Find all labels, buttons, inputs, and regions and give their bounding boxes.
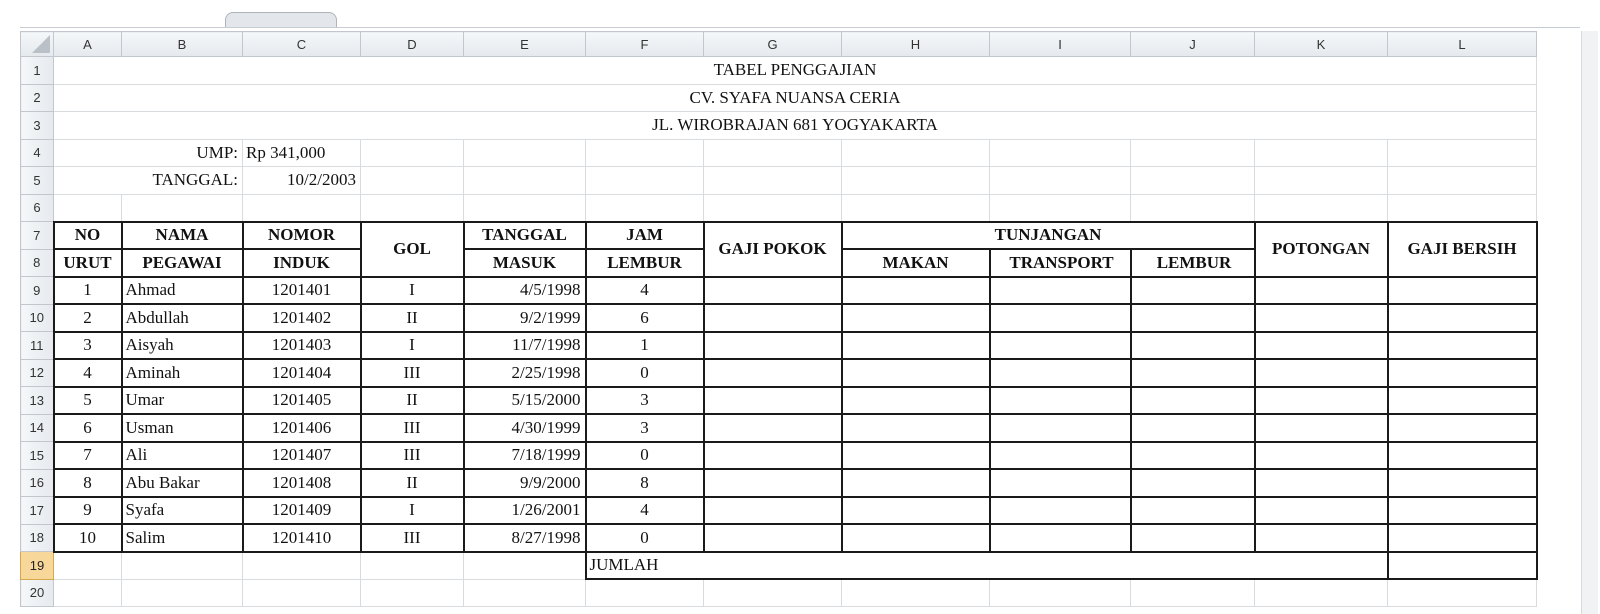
nama-cell[interactable]: Aminah (122, 359, 243, 387)
row-header[interactable]: 3 (21, 112, 54, 140)
makan-cell[interactable] (842, 332, 990, 360)
masuk-cell[interactable]: 4/5/1998 (464, 277, 586, 305)
cell[interactable] (842, 139, 990, 167)
no-cell[interactable]: 4 (54, 359, 122, 387)
row-header[interactable]: 12 (21, 359, 54, 387)
no-cell[interactable]: 9 (54, 497, 122, 525)
header-text: NAMA (155, 225, 209, 245)
jam-cell[interactable]: 4 (586, 497, 704, 525)
header-text: NO (74, 225, 101, 245)
makan-cell[interactable] (842, 359, 990, 387)
nama-cell[interactable]: Abdullah (122, 304, 243, 332)
induk-cell[interactable]: 1201410 (243, 524, 361, 552)
tanggal-value-cell[interactable]: 10/2/2003 (243, 167, 361, 195)
lembur-cell[interactable] (1131, 277, 1255, 305)
gaji-pokok-cell[interactable] (704, 497, 842, 525)
header-gaji-bersih[interactable]: GAJI BERSIH (1388, 222, 1537, 277)
table-row (21, 359, 1537, 387)
cell[interactable] (122, 194, 243, 222)
cell[interactable] (704, 167, 842, 195)
cell[interactable] (586, 167, 704, 195)
no-cell[interactable]: 6 (54, 414, 122, 442)
table-row (21, 304, 1537, 332)
sheet-row (21, 139, 1537, 167)
address-cell[interactable]: JL. WIROBRAJAN 681 YOGYAKARTA (54, 112, 1537, 140)
sheet-row (21, 57, 1537, 85)
makan-cell[interactable] (842, 524, 990, 552)
table-row (21, 442, 1537, 470)
header-nama-pegawai[interactable] (122, 222, 243, 250)
row-header-selected[interactable]: 19 (21, 552, 54, 580)
gol-cell[interactable]: I (361, 497, 464, 525)
induk-cell[interactable]: 1201402 (243, 304, 361, 332)
lembur-cell[interactable] (1131, 304, 1255, 332)
no-cell[interactable]: 1 (54, 277, 122, 305)
cell[interactable] (990, 579, 1131, 607)
cell[interactable] (361, 552, 464, 580)
header-tanggal-masuk-2[interactable]: MASUK (464, 249, 586, 277)
jam-cell[interactable]: 6 (586, 304, 704, 332)
cell[interactable] (122, 579, 243, 607)
masuk-cell[interactable]: 7/18/1999 (464, 442, 586, 470)
gaji-bersih-cell[interactable] (1388, 304, 1537, 332)
ump-label-cell[interactable]: UMP: (54, 139, 243, 167)
company-cell[interactable]: CV. SYAFA NUANSA CERIA (54, 84, 1537, 112)
cell[interactable] (1255, 579, 1388, 607)
header-gol[interactable]: GOL (361, 222, 464, 277)
column-header-d[interactable]: D (361, 32, 464, 57)
cell[interactable] (586, 579, 704, 607)
makan-cell[interactable] (842, 277, 990, 305)
cell[interactable] (243, 579, 361, 607)
header-nomor-induk[interactable] (243, 222, 361, 250)
table-row (21, 524, 1537, 552)
cell[interactable] (464, 579, 586, 607)
row-header[interactable]: 14 (21, 414, 54, 442)
no-cell[interactable]: 7 (54, 442, 122, 470)
gol-cell[interactable]: II (361, 387, 464, 415)
cell[interactable] (704, 194, 842, 222)
select-all-corner[interactable] (21, 32, 54, 57)
cell[interactable] (1255, 167, 1388, 195)
column-header-b[interactable]: B (122, 32, 243, 57)
potongan-cell[interactable] (1255, 304, 1388, 332)
gaji-pokok-cell[interactable] (704, 304, 842, 332)
select-all-icon (32, 35, 50, 53)
masuk-cell[interactable]: 9/2/1999 (464, 304, 586, 332)
lembur-cell[interactable] (1131, 414, 1255, 442)
sheet-scroll-handle[interactable] (225, 12, 337, 28)
row-header[interactable]: 5 (21, 167, 54, 195)
nama-cell[interactable]: Ali (122, 442, 243, 470)
induk-cell[interactable]: 1201406 (243, 414, 361, 442)
potongan-cell[interactable] (1255, 387, 1388, 415)
header-tunjangan[interactable]: TUNJANGAN (842, 222, 1255, 250)
gaji-bersih-cell[interactable] (1388, 387, 1537, 415)
gaji-bersih-cell[interactable] (1388, 359, 1537, 387)
sheet-row (21, 552, 1537, 580)
no-cell[interactable]: 8 (54, 469, 122, 497)
lembur-cell[interactable] (1131, 387, 1255, 415)
column-header-i[interactable]: I (990, 32, 1131, 57)
column-header-g[interactable]: G (704, 32, 842, 57)
jam-cell[interactable]: 3 (586, 414, 704, 442)
header-gaji-pokok[interactable]: GAJI POKOK (704, 222, 842, 277)
table-row (21, 469, 1537, 497)
jam-cell[interactable]: 4 (586, 277, 704, 305)
makan-cell[interactable] (842, 304, 990, 332)
sheet-row (21, 222, 1537, 250)
nama-cell[interactable]: Usman (122, 414, 243, 442)
cell[interactable] (361, 194, 464, 222)
table-row (21, 332, 1537, 360)
cell[interactable] (54, 194, 122, 222)
column-header-c[interactable]: C (243, 32, 361, 57)
makan-cell[interactable] (842, 442, 990, 470)
induk-cell[interactable]: 1201408 (243, 469, 361, 497)
row-header[interactable]: 4 (21, 139, 54, 167)
cell[interactable] (586, 194, 704, 222)
column-header-e[interactable]: E (464, 32, 586, 57)
lembur-cell[interactable] (1131, 442, 1255, 470)
no-cell[interactable]: 3 (54, 332, 122, 360)
masuk-cell[interactable]: 1/26/2001 (464, 497, 586, 525)
gaji-pokok-cell[interactable] (704, 277, 842, 305)
transport-cell[interactable] (990, 387, 1131, 415)
cell[interactable] (54, 579, 122, 607)
cell[interactable] (842, 194, 990, 222)
column-header-j[interactable]: J (1131, 32, 1255, 57)
transport-cell[interactable] (990, 414, 1131, 442)
cell[interactable] (1131, 167, 1255, 195)
header-jam-lembur-2[interactable]: LEMBUR (586, 249, 704, 277)
ump-value-cell[interactable]: Rp 341,000 (243, 139, 361, 167)
gaji-bersih-cell[interactable] (1388, 524, 1537, 552)
transport-cell[interactable] (990, 304, 1131, 332)
gaji-bersih-cell[interactable] (1388, 414, 1537, 442)
gol-cell[interactable]: II (361, 304, 464, 332)
cell[interactable] (243, 552, 361, 580)
table-row (21, 387, 1537, 415)
sheet-row (21, 579, 1537, 607)
gaji-bersih-cell[interactable] (1388, 332, 1537, 360)
cell[interactable] (464, 167, 586, 195)
masuk-cell[interactable]: 11/7/1998 (464, 332, 586, 360)
transport-cell[interactable] (990, 469, 1131, 497)
cell[interactable] (990, 194, 1131, 222)
cell[interactable] (1131, 139, 1255, 167)
jumlah-cell[interactable]: JUMLAH (586, 552, 1388, 580)
header-nama-pegawai-2[interactable]: PEGAWAI (122, 249, 243, 277)
induk-cell[interactable]: 1201405 (243, 387, 361, 415)
transport-cell[interactable] (990, 442, 1131, 470)
table-row (21, 414, 1537, 442)
row-header[interactable]: 8 (21, 249, 54, 277)
cell[interactable] (704, 579, 842, 607)
cell[interactable] (1131, 579, 1255, 607)
gol-cell[interactable]: I (361, 277, 464, 305)
potongan-cell[interactable] (1255, 469, 1388, 497)
masuk-cell[interactable]: 8/27/1998 (464, 524, 586, 552)
gaji-bersih-cell[interactable] (1388, 277, 1537, 305)
cell[interactable] (464, 139, 586, 167)
row-header[interactable]: 18 (21, 524, 54, 552)
nama-cell[interactable]: Ahmad (122, 277, 243, 305)
sheet-row (21, 167, 1537, 195)
no-cell[interactable]: 5 (54, 387, 122, 415)
induk-cell[interactable]: 1201409 (243, 497, 361, 525)
induk-cell[interactable]: 1201407 (243, 442, 361, 470)
header-text: TANGGAL (482, 225, 567, 245)
lembur-cell[interactable] (1131, 497, 1255, 525)
transport-cell[interactable] (990, 359, 1131, 387)
cell[interactable] (1388, 139, 1537, 167)
row-header[interactable]: 20 (21, 579, 54, 607)
vertical-scrollbar[interactable] (1581, 31, 1598, 614)
gol-cell[interactable]: I (361, 332, 464, 360)
induk-cell[interactable]: 1201404 (243, 359, 361, 387)
column-header-a[interactable]: A (54, 32, 122, 57)
cell[interactable] (586, 139, 704, 167)
gol-cell[interactable]: II (361, 469, 464, 497)
cell[interactable] (464, 552, 586, 580)
lembur-cell[interactable] (1131, 359, 1255, 387)
cell[interactable] (842, 167, 990, 195)
makan-cell[interactable] (842, 387, 990, 415)
gaji-pokok-cell[interactable] (704, 442, 842, 470)
gaji-pokok-cell[interactable] (704, 387, 842, 415)
gaji-bersih-cell[interactable] (1388, 497, 1537, 525)
gaji-pokok-cell[interactable] (704, 332, 842, 360)
cell[interactable] (990, 139, 1131, 167)
jam-cell[interactable]: 3 (586, 387, 704, 415)
sheet-row (21, 84, 1537, 112)
row-header[interactable]: 9 (21, 277, 54, 305)
gaji-bersih-cell[interactable] (1388, 442, 1537, 470)
jam-cell[interactable]: 8 (586, 469, 704, 497)
header-no-urut[interactable] (54, 222, 122, 250)
transport-cell[interactable] (990, 277, 1131, 305)
column-header-f[interactable]: F (586, 32, 704, 57)
cell[interactable] (1388, 167, 1537, 195)
cell[interactable] (990, 167, 1131, 195)
transport-cell[interactable] (990, 524, 1131, 552)
tanggal-label-cell[interactable]: TANGGAL: (54, 167, 243, 195)
cell[interactable] (704, 139, 842, 167)
gaji-pokok-cell[interactable] (704, 414, 842, 442)
cell[interactable] (1131, 194, 1255, 222)
induk-cell[interactable]: 1201403 (243, 332, 361, 360)
jam-cell[interactable]: 0 (586, 442, 704, 470)
makan-cell[interactable] (842, 414, 990, 442)
header-nomor-induk-2[interactable]: INDUK (243, 249, 361, 277)
spreadsheet-grid (20, 31, 1538, 607)
header-potongan[interactable]: POTONGAN (1255, 222, 1388, 277)
masuk-cell[interactable]: 2/25/1998 (464, 359, 586, 387)
row-header[interactable]: 2 (21, 84, 54, 112)
potongan-cell[interactable] (1255, 497, 1388, 525)
lembur-cell[interactable] (1131, 469, 1255, 497)
potongan-cell[interactable] (1255, 442, 1388, 470)
header-text: NOMOR (267, 225, 336, 245)
lembur-cell[interactable] (1131, 332, 1255, 360)
cell[interactable] (1255, 194, 1388, 222)
cell[interactable] (243, 194, 361, 222)
lembur-cell[interactable] (1131, 524, 1255, 552)
gaji-pokok-cell[interactable] (704, 469, 842, 497)
cell[interactable] (1255, 139, 1388, 167)
gol-cell[interactable]: III (361, 359, 464, 387)
table-row (21, 497, 1537, 525)
masuk-cell[interactable]: 4/30/1999 (464, 414, 586, 442)
induk-cell[interactable]: 1201401 (243, 277, 361, 305)
gaji-pokok-cell[interactable] (704, 359, 842, 387)
header-jam-lembur[interactable] (586, 222, 704, 250)
sheet-row (21, 194, 1537, 222)
jam-cell[interactable]: 1 (586, 332, 704, 360)
transport-cell[interactable] (990, 497, 1131, 525)
header-lembur[interactable]: LEMBUR (1131, 249, 1255, 277)
table-row (21, 277, 1537, 305)
cell[interactable] (464, 194, 586, 222)
row-header[interactable]: 11 (21, 332, 54, 360)
nama-cell[interactable]: Syafa (122, 497, 243, 525)
header-makan[interactable]: MAKAN (842, 249, 990, 277)
row-header[interactable]: 15 (21, 442, 54, 470)
transport-cell[interactable] (990, 332, 1131, 360)
no-cell[interactable]: 2 (54, 304, 122, 332)
gol-cell[interactable]: III (361, 414, 464, 442)
divider (20, 27, 1580, 28)
gol-cell[interactable]: III (361, 442, 464, 470)
sheet-row (21, 112, 1537, 140)
row-header[interactable]: 7 (21, 222, 54, 250)
masuk-cell[interactable]: 5/15/2000 (464, 387, 586, 415)
row-header[interactable]: 1 (21, 57, 54, 85)
column-header-k[interactable]: K (1255, 32, 1388, 57)
gol-cell[interactable]: III (361, 524, 464, 552)
column-header-l[interactable]: L (1388, 32, 1537, 57)
row-header[interactable]: 6 (21, 194, 54, 222)
row-header[interactable]: 10 (21, 304, 54, 332)
nama-cell[interactable]: Aisyah (122, 332, 243, 360)
potongan-cell[interactable] (1255, 524, 1388, 552)
row-header[interactable]: 17 (21, 497, 54, 525)
header-no-urut-2[interactable]: URUT (54, 249, 122, 277)
no-cell[interactable]: 10 (54, 524, 122, 552)
jumlah-total-cell[interactable] (1388, 552, 1537, 580)
nama-cell[interactable]: Umar (122, 387, 243, 415)
potongan-cell[interactable] (1255, 414, 1388, 442)
cell[interactable] (842, 579, 990, 607)
nama-cell[interactable]: Abu Bakar (122, 469, 243, 497)
nama-cell[interactable]: Salim (122, 524, 243, 552)
potongan-cell[interactable] (1255, 332, 1388, 360)
gaji-pokok-cell[interactable] (704, 524, 842, 552)
cell[interactable] (361, 579, 464, 607)
title-cell[interactable]: TABEL PENGGAJIAN (54, 57, 1537, 85)
row-header[interactable]: 13 (21, 387, 54, 415)
column-header-h[interactable]: H (842, 32, 990, 57)
jam-cell[interactable]: 0 (586, 359, 704, 387)
ribbon-remnant (0, 0, 1600, 30)
header-transport[interactable]: TRANSPORT (990, 249, 1131, 277)
masuk-cell[interactable]: 9/9/2000 (464, 469, 586, 497)
cell[interactable] (1388, 194, 1537, 222)
cell[interactable] (54, 552, 122, 580)
jam-cell[interactable]: 0 (586, 524, 704, 552)
cell[interactable] (361, 167, 464, 195)
potongan-cell[interactable] (1255, 359, 1388, 387)
column-header-row (21, 32, 1537, 57)
cell[interactable] (1388, 579, 1537, 607)
header-tanggal-masuk[interactable] (464, 222, 586, 250)
header-text: JAM (626, 225, 663, 245)
makan-cell[interactable] (842, 497, 990, 525)
makan-cell[interactable] (842, 469, 990, 497)
potongan-cell[interactable] (1255, 277, 1388, 305)
gaji-bersih-cell[interactable] (1388, 469, 1537, 497)
row-header[interactable]: 16 (21, 469, 54, 497)
cell[interactable] (361, 139, 464, 167)
cell[interactable] (122, 552, 243, 580)
